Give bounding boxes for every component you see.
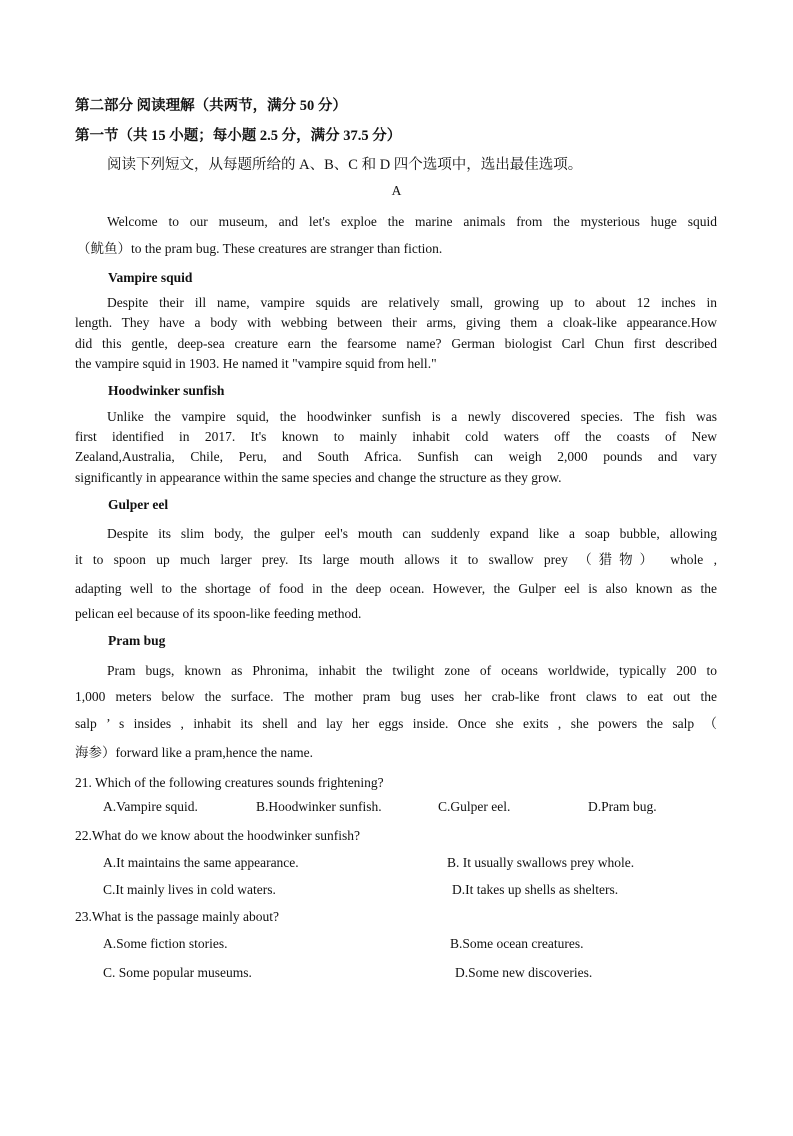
prambug-line-1: Pram bugs, known as Phronima, inhabit the twilight zone of oceans worldwide, typically 200 to xyxy=(107,663,717,678)
intro-line-1: Welcome to our museum, and let's exploe the marine animals from the mysterious huge squid xyxy=(107,214,717,229)
intro-line-2: （鱿鱼）to the pram bug. These creatures are stranger than fiction. xyxy=(77,241,443,256)
vampire-line-1: Despite their ill name, vampire squids are relatively small, growing up to about 12 inches in xyxy=(107,295,717,310)
question-23-stem: 23.What is the passage mainly about? xyxy=(75,909,279,924)
question-22-option-c: C.It mainly lives in cold waters. xyxy=(103,882,276,897)
sunfish-line-3: Zealand,Australia, Chile, Peru, and South Africa. Sunfish can weigh 2,000 pounds and vary xyxy=(75,449,717,464)
sunfish-line-4: significantly in appearance within the same species and change the structure as they grow. xyxy=(75,470,562,485)
eel-heading: Gulper eel xyxy=(108,497,169,512)
sunfish-line-1: Unlike the vampire squid, the hoodwinker sunfish is a newly discovered species. The fish was xyxy=(107,409,717,424)
vampire-line-2: length. They have a body with webbing between their arms, giving them a cloak-like appearance.How xyxy=(75,315,717,330)
question-23-option-a: A.Some fiction stories. xyxy=(103,936,228,951)
instruction: 阅读下列短文，从每题所给的 A、B、C 和 D 四个选项中，选出最佳选项。 xyxy=(107,157,583,173)
eel-line-4: pelican eel because of its spoon-like feeding method. xyxy=(75,606,362,621)
question-21-option-c: C.Gulper eel. xyxy=(438,799,511,814)
passage-label: A xyxy=(391,183,402,198)
vampire-line-4: the vampire squid in 1903. He named it "vampire squid from hell." xyxy=(75,356,437,371)
prambug-line-4: 海参）forward like a pram,hence the name. xyxy=(75,745,314,760)
question-23-option-d: D.Some new discoveries. xyxy=(455,965,593,980)
prambug-line-2: 1,000 meters below the surface. The mother pram bug uses her crab-like front claws to eat out the xyxy=(75,689,717,704)
eel-line-2: it to spoon up much larger prey. Its large mouth allows it to swallow prey （猎物） whole , xyxy=(75,552,717,567)
question-22-option-d: D.It takes up shells as shelters. xyxy=(452,882,619,897)
vampire-heading: Vampire squid xyxy=(108,270,193,285)
question-22-option-b: B. It usually swallows prey whole. xyxy=(447,855,635,870)
prambug-line-3: salp ’ s insides , inhabit its shell and lay her eggs inside. Once she exits , she powers the salp （ xyxy=(75,716,717,731)
question-21-option-b: B.Hoodwinker sunfish. xyxy=(256,799,382,814)
question-21-option-d: D.Pram bug. xyxy=(588,799,657,814)
eel-line-3: adapting well to the shortage of food in the deep ocean. However, the Gulper eel is also known as the xyxy=(75,581,717,596)
eel-line-1: Despite its slim body, the gulper eel's mouth can suddenly expand like a soap bubble, allowing xyxy=(107,526,717,541)
vampire-line-3: did this gentle, deep-sea creature earn the fearsome name? German biologist Carl Chun first described xyxy=(75,336,717,351)
prambug-heading: Pram bug xyxy=(108,633,166,648)
question-23-option-c: C. Some popular museums. xyxy=(103,965,252,980)
question-21-stem: 21. Which of the following creatures sounds frightening? xyxy=(75,775,384,790)
question-21-option-a: A.Vampire squid. xyxy=(103,799,198,814)
question-22-stem: 22.What do we know about the hoodwinker sunfish? xyxy=(75,828,360,843)
sunfish-line-2: first identified in 2017. It's known to mainly inhabit cold waters off the coasts of New xyxy=(75,429,717,444)
question-22-option-a: A.It maintains the same appearance. xyxy=(103,855,299,870)
part-title: 第二部分 阅读理解（共两节，满分 50 分） xyxy=(75,98,347,114)
section-title: 第一节（共 15 小题；每小题 2.5 分，满分 37.5 分） xyxy=(75,128,402,144)
sunfish-heading: Hoodwinker sunfish xyxy=(108,383,225,398)
question-23-option-b: B.Some ocean creatures. xyxy=(450,936,584,951)
